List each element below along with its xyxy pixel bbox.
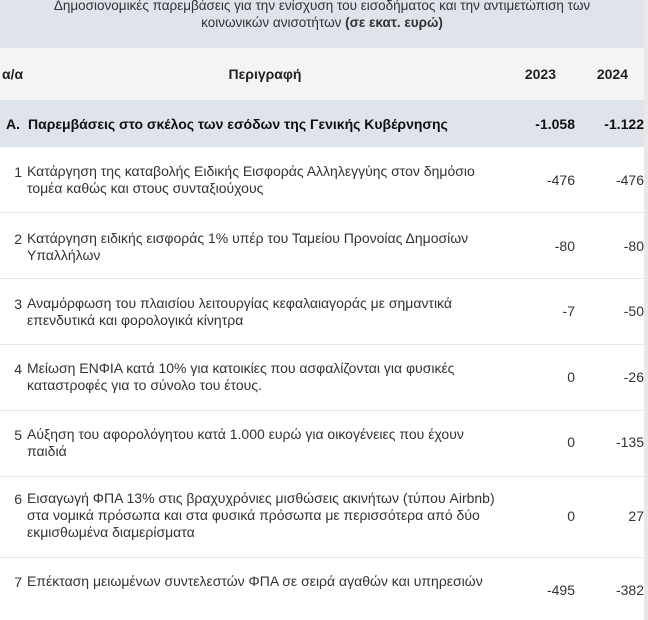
header-num: α/α xyxy=(2,66,24,82)
caption-line-1: Δημοσιονομικές παρεμβάσεις για την ενίσχυση του εισοδήματος και την αντιμετώπιση των xyxy=(53,0,591,13)
section-value-2023: -1.058 xyxy=(535,116,575,132)
table-row xyxy=(0,345,644,411)
row-value-2023: -80 xyxy=(554,238,575,254)
row-description: Κατάργηση ειδικής εισφοράς 1% υπέρ του Ταμείου Προνοίας Δημοσίων Υπαλλήλων xyxy=(27,230,469,263)
table-header xyxy=(0,48,644,100)
header-description: Περιγραφή xyxy=(228,66,302,82)
table-row xyxy=(0,558,644,620)
table-row xyxy=(0,477,644,558)
row-description: Εισαγωγή ΦΠΑ 13% στις βραχυχρόνιες μισθώσεις ακινήτων (τύπου Airbnb) στα νομικά πρόσωπα και στα φυσικά πρόσωπα με περισσότερα από δύο εκμισθωμένα διαμερίσματα xyxy=(27,490,495,540)
section-description: Παρεμβάσεις στο σκέλος των εσόδων της Γενικής Κυβέρνησης xyxy=(28,116,448,132)
row-value-2023: 0 xyxy=(567,434,575,450)
header-year-2: 2024 xyxy=(596,66,628,82)
table-caption xyxy=(0,0,644,48)
row-num: 3 xyxy=(14,296,22,312)
row-num: 1 xyxy=(14,164,22,180)
row-description: Κατάργηση της καταβολής Ειδικής Εισφοράς Αλληλεγγύης στον δημόσιο τομέα καθώς και στους συνταξιούχους xyxy=(27,163,475,196)
row-description: Αύξηση του αφορολόγητου κατά 1.000 ευρώ για οικογένειες που έχουν παιδιά xyxy=(27,426,464,459)
caption-line-2 xyxy=(0,14,644,31)
row-value-2023: 0 xyxy=(567,369,575,385)
row-value-2024: -26 xyxy=(623,369,644,385)
row-description: Επέκταση μειωμένων συντελεστών ΦΠΑ σε σειρά αγαθών και υπηρεσιών xyxy=(27,573,483,589)
row-value-2023: -495 xyxy=(546,582,575,598)
right-border xyxy=(644,0,648,620)
row-value-2023: -476 xyxy=(546,172,575,188)
row-num: 7 xyxy=(14,574,22,590)
row-value-2023: 0 xyxy=(567,508,575,524)
row-value-2023: -7 xyxy=(562,303,575,319)
row-value-2024: -80 xyxy=(623,238,644,254)
row-value-2024: -382 xyxy=(615,582,644,598)
section-num: Α. xyxy=(6,116,20,132)
section-row xyxy=(0,100,644,147)
table-row xyxy=(0,147,644,213)
row-description: Αναμόρφωση του πλαισίου λειτουργίας κεφαλαιαγοράς με σημαντικά επενδυτικά και φορολογικά κίνητρα xyxy=(27,295,452,328)
row-value-2024: -50 xyxy=(623,303,644,319)
table-row xyxy=(0,279,644,345)
header-year-1: 2023 xyxy=(524,66,556,82)
section-value-2024: -1.122 xyxy=(604,116,644,132)
row-value-2024: -476 xyxy=(615,172,644,188)
row-num: 6 xyxy=(14,491,22,507)
caption-unit: (σε εκατ. ευρώ) xyxy=(345,15,443,30)
row-num: 5 xyxy=(14,427,22,443)
caption-line-2-text: κοινωνικών ανισοτήτων xyxy=(201,15,346,30)
row-description: Μείωση ΕΝΦΙΑ κατά 10% για κατοικίες που ασφαλίζονται για φυσικές καταστροφές για το σύνολο του έτους. xyxy=(27,360,455,393)
row-num: 4 xyxy=(14,361,22,377)
table-row xyxy=(0,213,644,279)
row-value-2024: -135 xyxy=(615,434,644,450)
row-value-2024: 27 xyxy=(628,508,644,524)
row-num: 2 xyxy=(14,231,22,247)
table-row xyxy=(0,411,644,477)
